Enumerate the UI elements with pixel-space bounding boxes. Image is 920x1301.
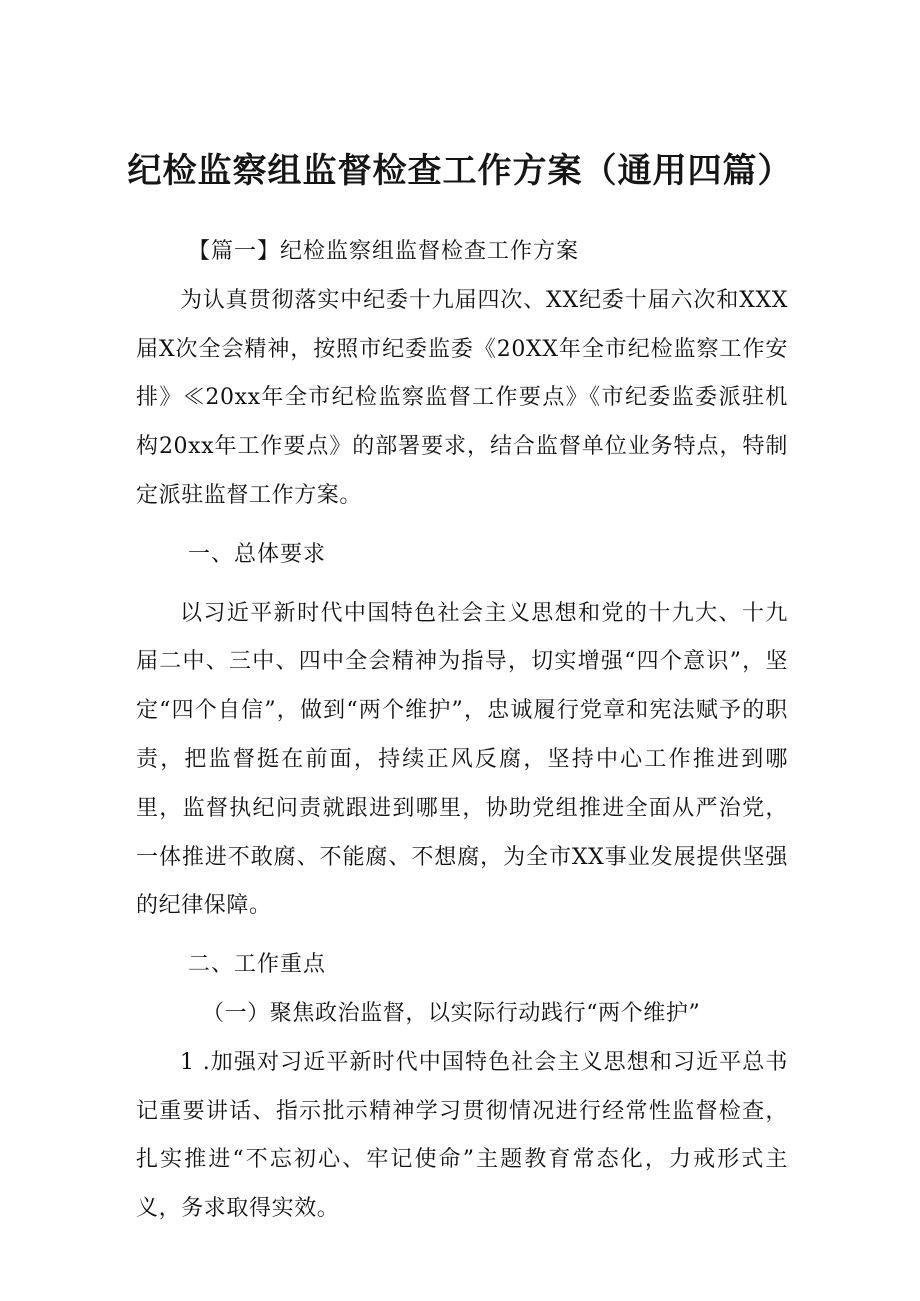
- spacer: [136, 931, 788, 941]
- general-requirements-paragraph: 以习近平新时代中国特色社会主义思想和党的十九大、十九届二中、三中、四中全会精神为指导，切实增强“四个意识”，坚定“四个自信”，做到“两个维护”，忠诚履行党章和宪法赋予的职责，把监督挺在前面，持续正风反腐，坚持中心工作推进到哪里，监督执纪问责就跟进到哪里，协助党组推进全面从严治党，一体推进不敢腐、不能腐、不想腐，为全市XX事业发展提供坚强的纪律保障。: [136, 600, 788, 919]
- document-body: [136, 228, 788, 1234]
- spacer: [136, 521, 788, 531]
- heading-general-requirements: 一、总体要求: [188, 541, 327, 567]
- subheading-political-supervision: （一）聚焦政治监督，以实际行动践行“两个维护”: [202, 1000, 701, 1026]
- document-title: 纪检监察组监督检查工作方案（通用四篇）: [127, 151, 793, 191]
- heading-work-focus: 二、工作重点: [188, 952, 327, 978]
- intro-paragraph: 为认真贯彻落实中纪委十九届四次、XX纪委十届六次和XXX届X次全会精神，按照市纪委监委《20XX年全市纪检监察工作安排》≪20xx年全市纪检监察监督工作要点》《市纪委监委派驻机构20xx年工作要点》的部署要求，结合监督单位业务特点，特制定派驻监督工作方案。: [136, 287, 788, 508]
- section-label: 【篇一】纪检监察组监督检查工作方案: [188, 239, 580, 264]
- item-1-paragraph: 1 .加强对习近平新时代中国特色社会主义思想和习近平总书记重要讲话、指示批示精神学习贯彻情况进行经常性监督检查，扎实推进“不忘初心、牢记使命”主题教育常态化，力戒形式主义，务求取得实效。: [136, 1049, 788, 1222]
- spacer: [136, 580, 788, 590]
